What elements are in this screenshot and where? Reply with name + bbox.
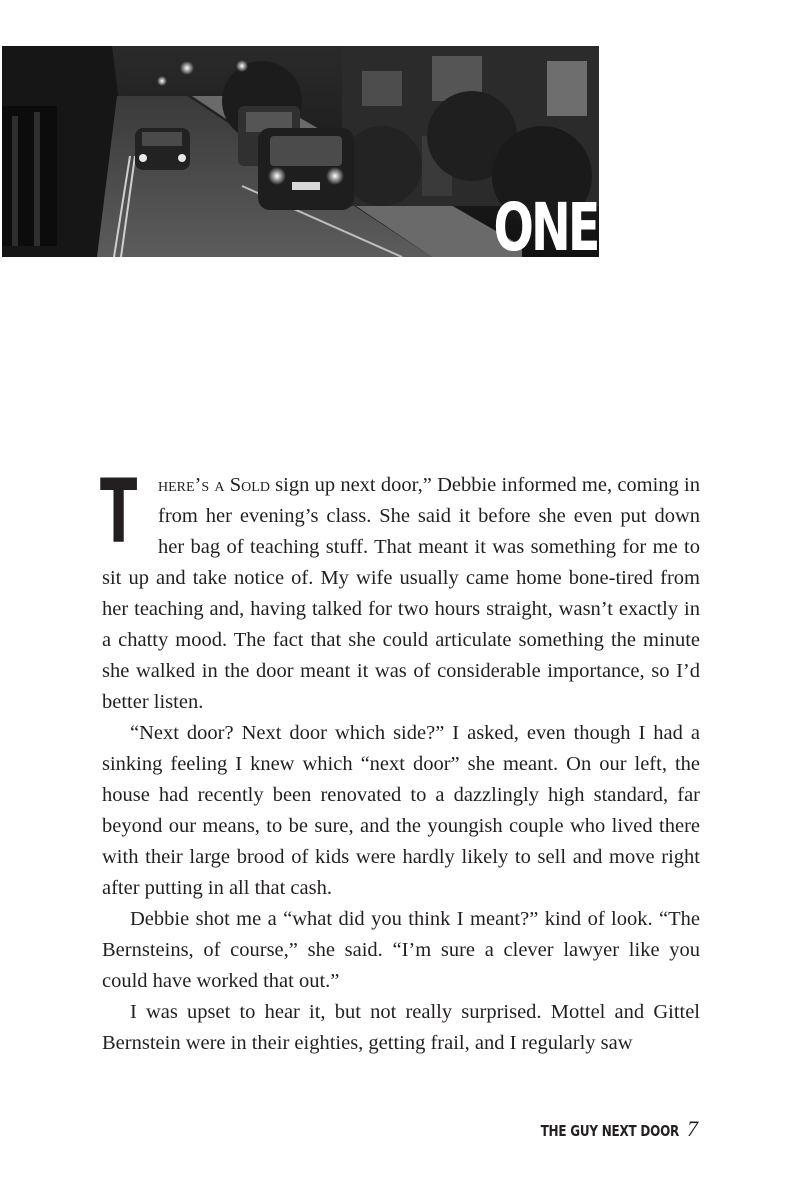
book-title: THE GUY NEXT DOOR: [540, 1122, 679, 1140]
paragraph: “Next door? Next door which side?” I asked, even though I had a sinking feeling I knew which “next door” she meant. On our left, the house had recently been renovated to a dazzlingly high standard, far beyond our means, to be sure, and the youngish couple who lived there with their large brood of kids were hardly likely to sell and move right after putting in all that cash.: [102, 722, 700, 899]
chapter-text: [100, 460, 700, 1059]
running-footer: [506, 1116, 698, 1142]
paragraph: Debbie shot me a “what did you think I meant?” kind of look. “The Bernsteins, of course,” she said. “I’m sure a clever lawyer like you could have worked that out.”: [102, 908, 700, 992]
opening-text: sign up next door,” Debbie informed me, coming in from her evening’s class. She said it before she even put down her bag of teaching stuff. That meant it was something for me to sit up and take notice of. My wife usually came home bone-tired from her teaching and, having talked for two hours straight, wasn’t exactly in a chatty mood. The fact that she could articulate something the minute she walked in the door meant it was of considerable importance, so I’d better listen.: [102, 474, 700, 713]
chapter-number-heading: ONE: [493, 189, 597, 257]
paragraph: I was upset to hear it, but not really surprised. Mottel and Gittel Bernstein were in their eighties, getting frail, and I regularly saw: [102, 1001, 700, 1054]
chapter-header-photo: [2, 46, 599, 257]
drop-cap: T: [100, 460, 138, 563]
page-number: 7: [687, 1116, 698, 1141]
opening-paragraph: [100, 460, 700, 718]
opening-small-caps: here’s a Sold: [158, 474, 270, 496]
